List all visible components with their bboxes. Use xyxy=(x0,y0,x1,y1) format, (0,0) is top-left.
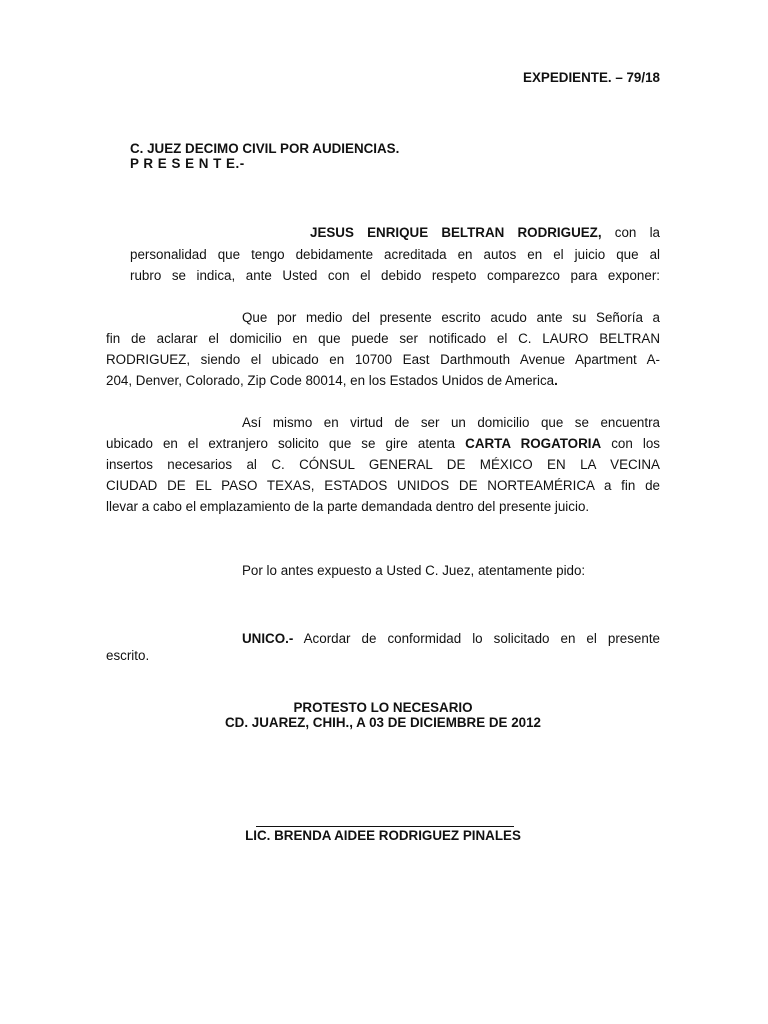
petitioner-name: JESUS ENRIQUE BELTRAN RODRIGUEZ, xyxy=(310,225,602,240)
para1-line-1: Que por medio del presente escrito acudo ante su Señoría a xyxy=(242,310,660,325)
para1-line-3: RODRIGUEZ, siendo el ubicado en 10700 East Darthmouth Avenue Apartment A- xyxy=(106,352,660,367)
para2-line-3: insertos necesarios al C. CÓNSUL GENERAL DE MÉXICO EN LA VECINA xyxy=(106,457,660,472)
carta-rogatoria: CARTA ROGATORIA xyxy=(465,436,602,451)
petition-line: Por lo antes expuesto a Usted C. Juez, atentamente pido: xyxy=(242,563,586,578)
closing-place-date: CD. JUAREZ, CHIH., A 03 DE DICIEMBRE DE 2012 xyxy=(225,715,541,730)
para2-line-4: CIUDAD DE EL PASO TEXAS, ESTADOS UNIDOS DE NORTEAMÉRICA a fin de xyxy=(106,478,660,493)
unico-line-1: UNICO.- Acordar de conformidad lo solicitado en el presente xyxy=(242,631,660,646)
intro-line-1: JESUS ENRIQUE BELTRAN RODRIGUEZ, con la xyxy=(310,225,660,240)
unico-label: UNICO.- xyxy=(242,631,294,646)
para2-line-5: llevar a cabo el emplazamiento de la parte demandada dentro del presente juicio. xyxy=(106,499,590,514)
closing-protesto: PROTESTO LO NECESARIO xyxy=(293,700,473,715)
signatory-name: LIC. BRENDA AIDEE RODRIGUEZ PINALES xyxy=(245,828,521,843)
addressee-judge: C. JUEZ DECIMO CIVIL POR AUDIENCIAS. xyxy=(130,141,400,156)
addressee-present: P R E S E N T E.- xyxy=(130,156,245,171)
para1-line-2: fin de aclarar el domicilio en que puede ser notificado el C. LAURO BELTRAN xyxy=(106,331,660,346)
para1-line-4: 204, Denver, Colorado, Zip Code 80014, en los Estados Unidos de America. xyxy=(106,373,558,388)
signature-line xyxy=(256,826,514,827)
para2-line-2: ubicado en el extranjero solicito que se gire atenta CARTA ROGATORIA con los xyxy=(106,436,660,451)
unico-line-2: escrito. xyxy=(106,648,150,663)
intro-line-2: personalidad que tengo debidamente acreditada en autos en el juicio que al xyxy=(130,247,660,262)
intro-line-3: rubro se indica, ante Usted con el debido respeto comparezco para exponer: xyxy=(130,268,660,283)
para2-line-1: Así mismo en virtud de ser un domicilio que se encuentra xyxy=(242,415,660,430)
case-number: EXPEDIENTE. – 79/18 xyxy=(523,70,660,85)
